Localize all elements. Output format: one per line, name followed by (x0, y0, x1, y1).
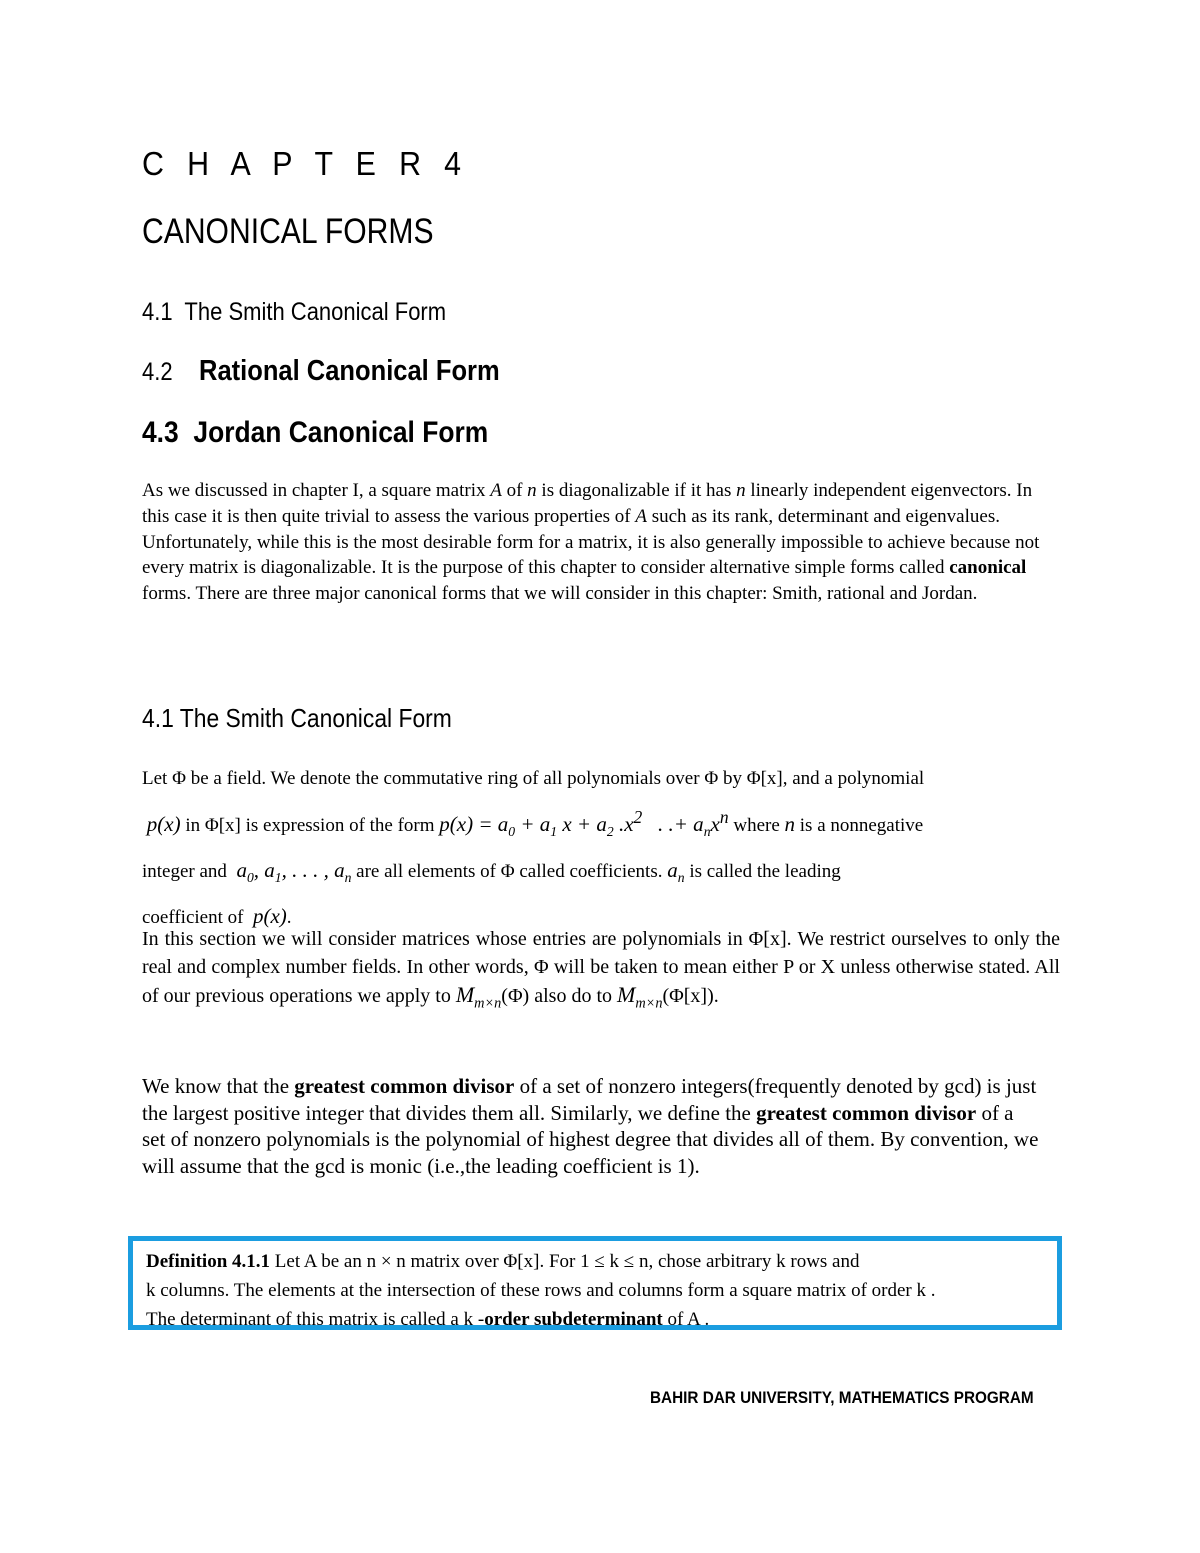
intro-paragraph (142, 478, 1054, 607)
intro-text: such as its rank, determinant and eigenvalues. Unfortunately, while this is the most desirable form for a matrix, it is also generally impossible to achieve because not every matrix is diagonalizable. It is the purpose of this chapter to consider alternative simple forms called (142, 505, 1040, 579)
definition-line-2: k columns. The elements at the intersection of these rows and columns form a square matrix of order k . (146, 1280, 936, 1301)
definition-label: Definition 4.1.1 (146, 1251, 271, 1272)
toc-number: 4.3 (142, 416, 179, 449)
intro-bold-term: canonical (949, 557, 1027, 579)
p2-line-1: Let Φ be a field. We denote the commutative ring of all polynomials over Φ by Φ[x], and a polynomial (142, 768, 925, 789)
toc-number: 4.2 (142, 358, 173, 386)
math-M-phi: $M_{m\times n}$ (455, 982, 502, 1012)
math-n: n (784, 812, 796, 836)
p2-text: are all elements of Φ called coefficients. (351, 861, 668, 883)
bold-term-gcd: greatest common divisor (294, 1074, 515, 1098)
p2-line-2 (142, 798, 1054, 851)
p4-text: of a set of nonzero polynomials is the polynomial of highest degree that divides all of them. By convention, we will assume that the gcd is monic (i.e.,the leading coefficient is 1). (142, 1100, 1039, 1178)
math-px: p(x) (252, 904, 287, 929)
intro-text: As we discussed in chapter I, a square matrix (142, 480, 491, 501)
page-footer: BAHIR DAR UNIVERSITY, MATHEMATICS PROGRAM (650, 1388, 1034, 1407)
toc-label: Rational Canonical Form (199, 355, 500, 387)
p2-text: coefficient of (142, 907, 249, 929)
math-A: A (635, 505, 647, 527)
math-M-phi-x: $M_{m\times n}$ (617, 982, 663, 1012)
coefficient-list: $a_0$, $a_1$, . . . , $a_n$ (236, 858, 352, 886)
p4-text: We know that the (142, 1074, 295, 1098)
math-px: p(x) (146, 812, 181, 836)
polynomial-paragraph (142, 760, 1054, 937)
intro-text: is diagonalizable if it has (536, 480, 737, 501)
p2-text: in Φ[x] is expression of the form (180, 815, 440, 836)
gcd-paragraph (142, 1073, 1042, 1179)
p2-text: where (728, 815, 785, 836)
chapter-title: CANONICAL FORMS (142, 212, 434, 251)
definition-line-3 (146, 1305, 1047, 1334)
p2-text: is a nonnegative (795, 815, 924, 836)
toc-number: 4.1 (142, 298, 173, 326)
p3-text: In this section we will consider matrices whose entries are polynomials in Φ[x]. We restrict ourselves to only the real and complex number fields. In other words, Φ will be taken to mean either P or X unless otherwise stated. All of our previous operations we apply to (142, 928, 1060, 1007)
chapter-label: C H A P T E R 4 (142, 145, 469, 182)
p4-text: of a set of nonzero integers(frequently denoted by gcd) is just the largest positive integer that divides them all. Similarly, we define the (142, 1074, 1037, 1125)
definition-line-1 (146, 1247, 1047, 1276)
toc-item-4-2 (142, 355, 500, 388)
intro-text: forms. There are three major canonical forms that we will consider in this chapter: Smith, rational and Jordan. (142, 583, 978, 605)
toc-label: Jordan Canonical Form (193, 416, 489, 449)
polynomial-formula: $p(x) = a_0 + a_1$ $x + a_2$ $.x^2$ . .+ $a_nx^n$ (439, 807, 729, 840)
definition-bold-term: order subdeterminant (484, 1309, 663, 1330)
intro-text: of (501, 480, 528, 501)
matrices-paragraph: In this section we will consider matrices whose entries are polynomials in Φ[x]. We restrict ourselves to only the real and complex number fields. In other words, Φ will be taken to mean either P or X unless otherwise stated. All of our previous operations we apply to $M_{m\times n}(\Phi)$ also do to $M_{m\times n}(\Phi[x])$. (142, 928, 1060, 1012)
bold-term-gcd: greatest common divisor (756, 1100, 977, 1125)
math-n: n (527, 480, 537, 501)
p3-text: . (713, 985, 719, 1007)
toc-item-4-3 (142, 416, 488, 450)
intro-text: linearly independent eigenvectors. In this case it is then quite trivial to assess the various properties of (142, 480, 1033, 527)
definition-text: Let A be an n × n matrix over Φ[x]. For 1 ≤ k ≤ n, chose arbitrary k rows and (270, 1251, 860, 1272)
math-an: $a_n$ (667, 858, 685, 886)
toc-item-4-1 (142, 298, 446, 327)
p2-text: is called the leading (684, 861, 841, 883)
math-A: A (490, 480, 502, 501)
math-n: n (736, 480, 746, 501)
definition-box (128, 1236, 1062, 1330)
definition-text: The determinant of this matrix is called a k - (146, 1309, 485, 1330)
p2-line-3 (142, 851, 1054, 897)
toc-label: The Smith Canonical Form (184, 298, 447, 326)
p3-text: also do to (529, 985, 618, 1007)
definition-text: of A . (662, 1309, 710, 1330)
p2-text: integer and (142, 861, 232, 883)
p2-text: . (286, 907, 292, 929)
section-heading: 4.1 The Smith Canonical Form (142, 703, 452, 733)
